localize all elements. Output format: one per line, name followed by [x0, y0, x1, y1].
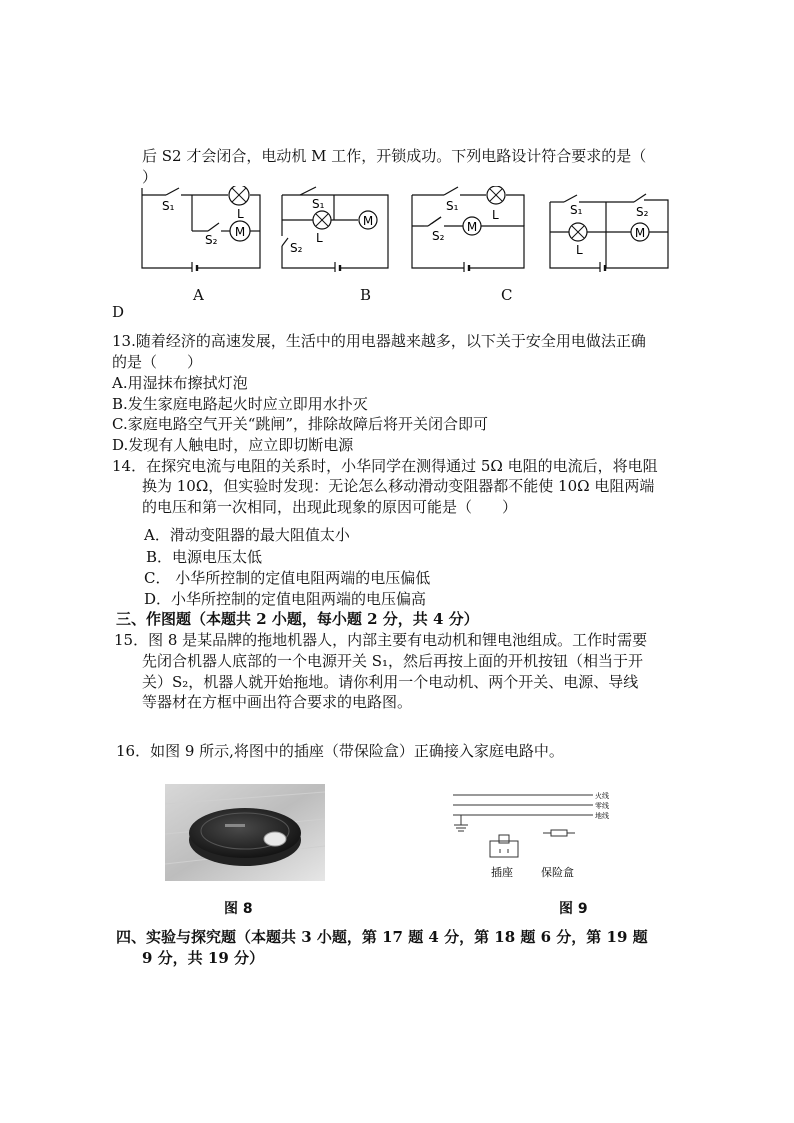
circuit-d-lamp-label: L [576, 243, 583, 257]
circuit-d-s2-label: S₂ [636, 205, 649, 219]
fuse-box-label: 保险盒 [541, 866, 574, 879]
q12-stem-line2: ） [142, 168, 158, 186]
q12-option-d-label: D [112, 303, 125, 321]
circuit-c [408, 186, 528, 272]
q13-option-d: D.发现有人触电时，应立即切断电源 [112, 436, 354, 454]
q13-stem-line1: 13.随着经济的高速发展，生活中的用电器越来越多，以下关于安全用电做法正确 [112, 332, 646, 350]
circuit-d [544, 186, 672, 272]
circuit-a [138, 186, 264, 272]
section-3-heading: 三、作图题（本题共 2 小题，每小题 2 分，共 4 分） [116, 610, 479, 628]
circuit-b [278, 186, 392, 272]
circuit-c-caption: C [501, 286, 513, 304]
circuit-a-lamp-label: L [237, 207, 244, 221]
q15-line1: 15．图 8 是某品牌的拖地机器人，内部主要有电动机和锂电池组成。工作时需要 [114, 631, 648, 649]
q13-option-c: C.家庭电路空气开关“跳闸”，排除故障后将开关闭合即可 [112, 415, 489, 433]
q13-option-b: B.发生家庭电路起火时应立即用水扑灭 [112, 395, 368, 413]
wiring-diagram [443, 783, 633, 887]
q14-option-c: C． 小华所控制的定值电阻两端的电压偏低 [144, 569, 431, 587]
circuit-b-s2-label: S₂ [290, 241, 303, 255]
figure-9-caption: 图 9 [559, 901, 588, 917]
q13-option-a: A.用湿抹布擦拭灯泡 [112, 374, 248, 392]
socket-label: 插座 [491, 866, 513, 879]
q13-stem-line2: 的是（ ） [112, 353, 203, 371]
q15-line4: 等器材在方框中画出符合要求的电路图。 [142, 693, 413, 711]
circuit-d-motor-label: M [634, 226, 646, 240]
circuit-a-s2-label: S₂ [205, 233, 218, 247]
figure-8-caption: 图 8 [224, 901, 253, 917]
q12-stem-line1: 后 S2 才会闭合，电动机 M 工作，开锁成功。下列电路设计符合要求的是（ [142, 147, 647, 165]
circuit-a-s1-label: S₁ [162, 199, 175, 213]
circuit-c-s1-label: S₁ [446, 199, 459, 213]
q14-stem-line2: 换为 10Ω，但实验时发现：无论怎么移动滑动变阻器都不能使 10Ω 电阻两端 [142, 477, 655, 495]
circuit-b-s1-label: S₁ [312, 197, 325, 211]
circuit-a-motor-label: M [234, 225, 246, 239]
q15-line2: 先闭合机器人底部的一个电源开关 S₁，然后再按上面的开机按钮（相当于开 [142, 652, 644, 670]
q14-option-b: B．电源电压太低 [146, 548, 263, 566]
circuit-c-motor-label: M [466, 220, 478, 234]
ground-wire-label: 地线 [595, 812, 609, 820]
live-wire-label: 火线 [595, 792, 609, 800]
circuit-c-s2-label: S₂ [432, 229, 445, 243]
section-4-heading-line1: 四、实验与探究题（本题共 3 小题，第 17 题 4 分，第 18 题 6 分，第 19 题 [116, 928, 648, 946]
section-4-heading-line2: 9 分，共 19 分） [142, 949, 264, 967]
q14-stem-line1: 14．在探究电流与电阻的关系时，小华同学在测得通过 5Ω 电阻的电流后，将电阻 [112, 457, 658, 475]
q16-stem: 16．如图 9 所示,将图中的插座（带保险盒）正确接入家庭电路中。 [116, 742, 564, 760]
circuit-d-s1-label: S₁ [570, 203, 583, 217]
robot-vacuum-image [165, 784, 325, 881]
circuit-b-lamp-label: L [316, 231, 323, 245]
q14-option-a: A．滑动变阻器的最大阻值太小 [144, 526, 350, 544]
circuit-a-caption: A [193, 286, 204, 304]
q14-stem-line3: 的电压和第一次相同，出现此现象的原因可能是（ ） [142, 498, 518, 516]
neutral-wire-label: 零线 [595, 802, 609, 810]
circuit-c-lamp-label: L [492, 208, 499, 222]
q15-line3: 关）S₂，机器人就开始拖地。请你利用一个电动机、两个开关、电源、导线 [142, 673, 639, 691]
circuit-b-motor-label: M [362, 214, 374, 228]
circuit-b-caption: B [360, 286, 372, 304]
q14-option-d: D．小华所控制的定值电阻两端的电压偏高 [144, 590, 427, 608]
